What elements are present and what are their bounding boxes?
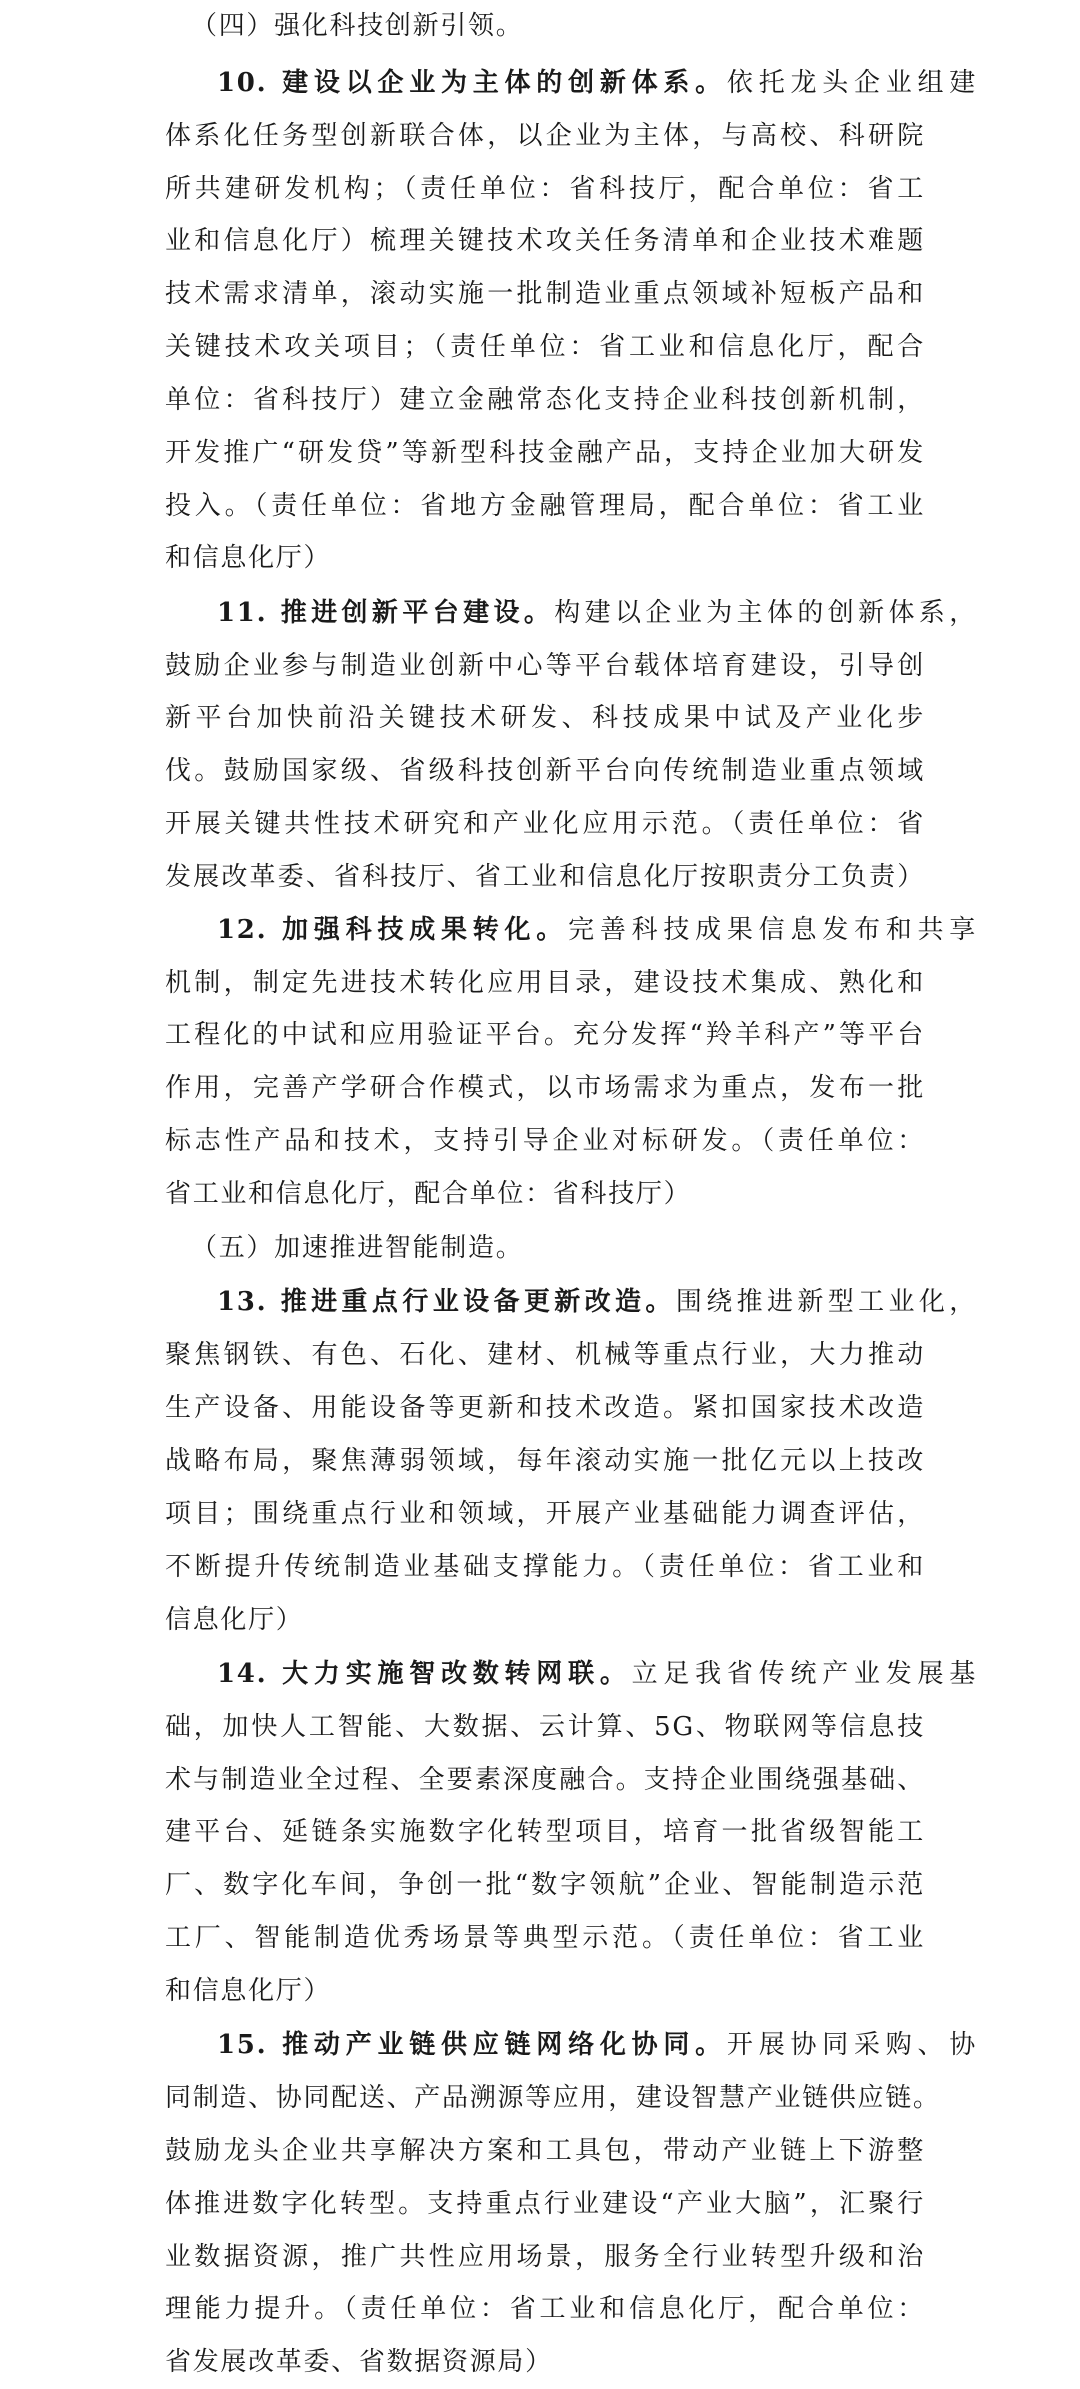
paragraph-line: 建平台、延链条实施数字化转型项目，培育一批省级智能工 [165,1817,925,1848]
item-title: 14. 大力实施智改数转网联。 [217,1658,632,1689]
paragraph-line: 省工业和信息化厅，配合单位：省科技厅） [165,1178,692,1209]
paragraph-line: 体系化任务型创新联合体，以企业为主体，与高校、科研院 [165,120,925,151]
paragraph-line: 伐。鼓励国家级、省级科技创新平台向传统制造业重点领域 [165,756,925,787]
paragraph-line: 体推进数字化转型。支持重点行业建设“产业大脑”，汇聚行 [165,2188,925,2219]
paragraph-line: 关键技术攻关项目；（责任单位：省工业和信息化厅，配合 [165,332,925,363]
paragraph-line: 信息化厅） [165,1604,304,1635]
paragraph-line: 发展改革委、省科技厅、省工业和信息化厅按职责分工负责） [165,861,925,892]
paragraph-line: 12. 加强科技成果转化。完善科技成果信息发布和共享 [217,914,977,945]
paragraph-line: 15. 推动产业链供应链网络化协同。开展协同采购、协 [217,2030,977,2061]
paragraph-line: 理能力提升。（责任单位：省工业和信息化厅，配合单位： [165,2294,925,2325]
item-title: 10. 建设以企业为主体的创新体系。 [217,67,727,98]
paragraph-line: 工厂、智能制造优秀场景等典型示范。（责任单位：省工业 [165,1923,925,1953]
paragraph-line: 业和信息化厅）梳理关键技术攻关任务清单和企业技术难题 [165,226,925,257]
paragraph-line: 省发展改革委、省数据资源局） [165,2347,553,2378]
paragraph-line: 10. 建设以企业为主体的创新体系。依托龙头企业组建 [217,67,977,98]
paragraph-line: 标志性产品和技术，支持引导企业对标研发。（责任单位： [165,1126,925,1157]
paragraph-line: 工程化的中试和应用验证平台。充分发挥“羚羊科产”等平台 [165,1020,925,1051]
item-title: 13. 推进重点行业设备更新改造。 [217,1287,676,1318]
paragraph-line: 和信息化厅） [165,543,332,574]
paragraph-line: 和信息化厅） [165,1975,332,2006]
paragraph-line: 技术需求清单，滚动实施一批制造业重点领域补短板产品和 [165,279,925,310]
item-title: 12. 加强科技成果转化。 [217,914,569,945]
paragraph-line: 投入。（责任单位：省地方金融管理局，配合单位：省工业 [165,490,925,521]
paragraph-line: 作用，完善产学研合作模式，以市场需求为重点，发布一批 [165,1073,925,1104]
paragraph-line: 厂、数字化车间，争创一批“数字领航”企业、智能制造示范 [165,1870,925,1901]
paragraph-line: 新平台加快前沿关键技术研发、科技成果中试及产业化步 [165,703,925,734]
item-title: 15. 推动产业链供应链网络化协同。 [217,2030,727,2061]
paragraph-line: 鼓励龙头企业共享解决方案和工具包，带动产业链上下游整 [165,2135,925,2166]
paragraph-line: 战略布局，聚焦薄弱领域，每年滚动实施一批亿元以上技改 [165,1446,925,1476]
paragraph-line: 机制，制定先进技术转化应用目录，建设技术集成、熟化和 [165,967,925,998]
paragraph-line: 项目；围绕重点行业和领域，开展产业基础能力调查评估， [165,1498,925,1529]
paragraph-line: 所共建研发机构；（责任单位：省科技厅，配合单位：省工 [165,173,925,204]
paragraph-line: 不断提升传统制造业基础支撑能力。（责任单位：省工业和 [165,1551,925,1582]
paragraph-line: 础，加快人工智能、大数据、云计算、5G、物联网等信息技 [165,1711,925,1742]
paragraph-line: 开展关键共性技术研究和产业化应用示范。（责任单位：省 [165,809,925,840]
paragraph-line: 11. 推进创新平台建设。构建以企业为主体的创新体系， [217,597,977,628]
paragraph-line: 13. 推进重点行业设备更新改造。围绕推进新型工业化， [217,1287,977,1318]
paragraph-line: 开发推广“研发贷”等新型科技金融产品，支持企业加大研发 [165,437,925,468]
paragraph-line: 14. 大力实施智改数转网联。立足我省传统产业发展基 [217,1658,977,1689]
paragraph-line: 鼓励企业参与制造业创新中心等平台载体培育建设，引导创 [165,650,925,681]
paragraph-line: 同制造、协同配送、产品溯源等应用，建设智慧产业链供应链。 [165,2082,941,2113]
item-title: 11. 推进创新平台建设。 [217,597,555,628]
paragraph-line: 术与制造业全过程、全要素深度融合。支持企业围绕强基础、 [165,1764,925,1795]
section-heading: （五）加速推进智能制造。 [191,1233,524,1264]
section-heading: （四）强化科技创新引领。 [191,10,524,41]
paragraph-line: 业数据资源，推广共性应用场景，服务全行业转型升级和治 [165,2241,925,2272]
paragraph-line: 单位：省科技厅）建立金融常态化支持企业科技创新机制， [165,384,925,415]
paragraph-line: 聚焦钢铁、有色、石化、建材、机械等重点行业，大力推动 [165,1340,925,1371]
paragraph-line: 生产设备、用能设备等更新和技术改造。紧扣国家技术改造 [165,1393,925,1424]
